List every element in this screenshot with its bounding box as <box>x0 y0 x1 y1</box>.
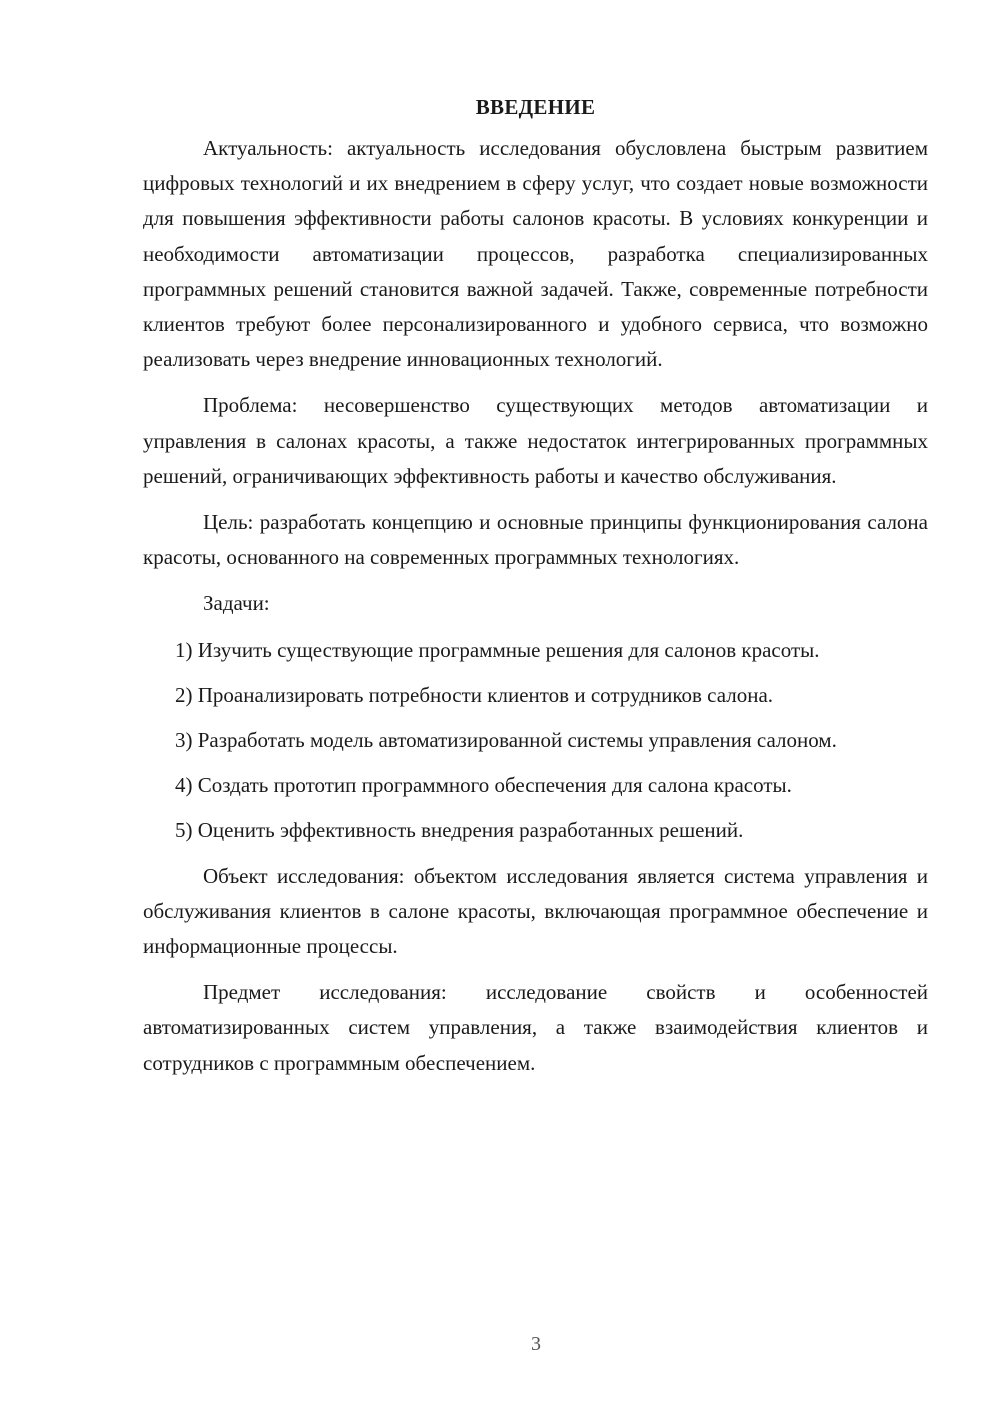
paragraph-problem: Проблема: несовершенство существующих методов автоматизации и управления в салонах красоты, а также недостаток интегрированных программных решений, ограничивающих эффективность работы и качество обслуживания. <box>143 393 928 488</box>
list-item: 3) Разработать модель автоматизированной системы управления салоном. <box>175 728 837 753</box>
tasks-heading: Задачи: <box>203 591 270 616</box>
paragraph-goal: Цель: разработать концепцию и основные принципы функционирования салона красоты, основанного на современных программных технологиях. <box>143 510 928 570</box>
tasks-list <box>143 633 928 849</box>
list-item: 2) Проанализировать потребности клиентов и сотрудников салона. <box>175 682 774 707</box>
list-item: 4) Создать прототип программного обеспечения для салона красоты. <box>175 773 792 798</box>
page-title: ВВЕДЕНИЕ <box>475 95 596 119</box>
paragraph-subject: Предмет исследования: исследование свойств и особенностей автоматизированных систем управления, а также взаимодействия клиентов и сотрудников с программным обеспечением. <box>143 980 928 1075</box>
list-item: 5) Оценить эффективность внедрения разработанных решений. <box>175 818 744 843</box>
document-page <box>143 90 928 1092</box>
list-item: 1) Изучить существующие программные решения для салонов красоты. <box>175 637 820 662</box>
page-number: 3 <box>531 1333 541 1355</box>
paragraph-relevance: Актуальность: актуальность исследования обусловлена быстрым развитием цифровых технологий и их внедрением в сферу услуг, что создает новые возможности для повышения эффективности работы салонов красоты. В условиях конкуренции и необходимости автоматизации процессов, разработка специализированных программных решений становится важной задачей. Также, современные потребности клиентов требуют более персонализированного и удобного сервиса, что возможно реализовать через внедрение инновационных технологий. <box>143 136 928 372</box>
paragraph-object: Объект исследования: объектом исследования является система управления и обслуживания клиентов в салоне красоты, включающая программное обеспечение и информационные процессы. <box>143 863 928 959</box>
